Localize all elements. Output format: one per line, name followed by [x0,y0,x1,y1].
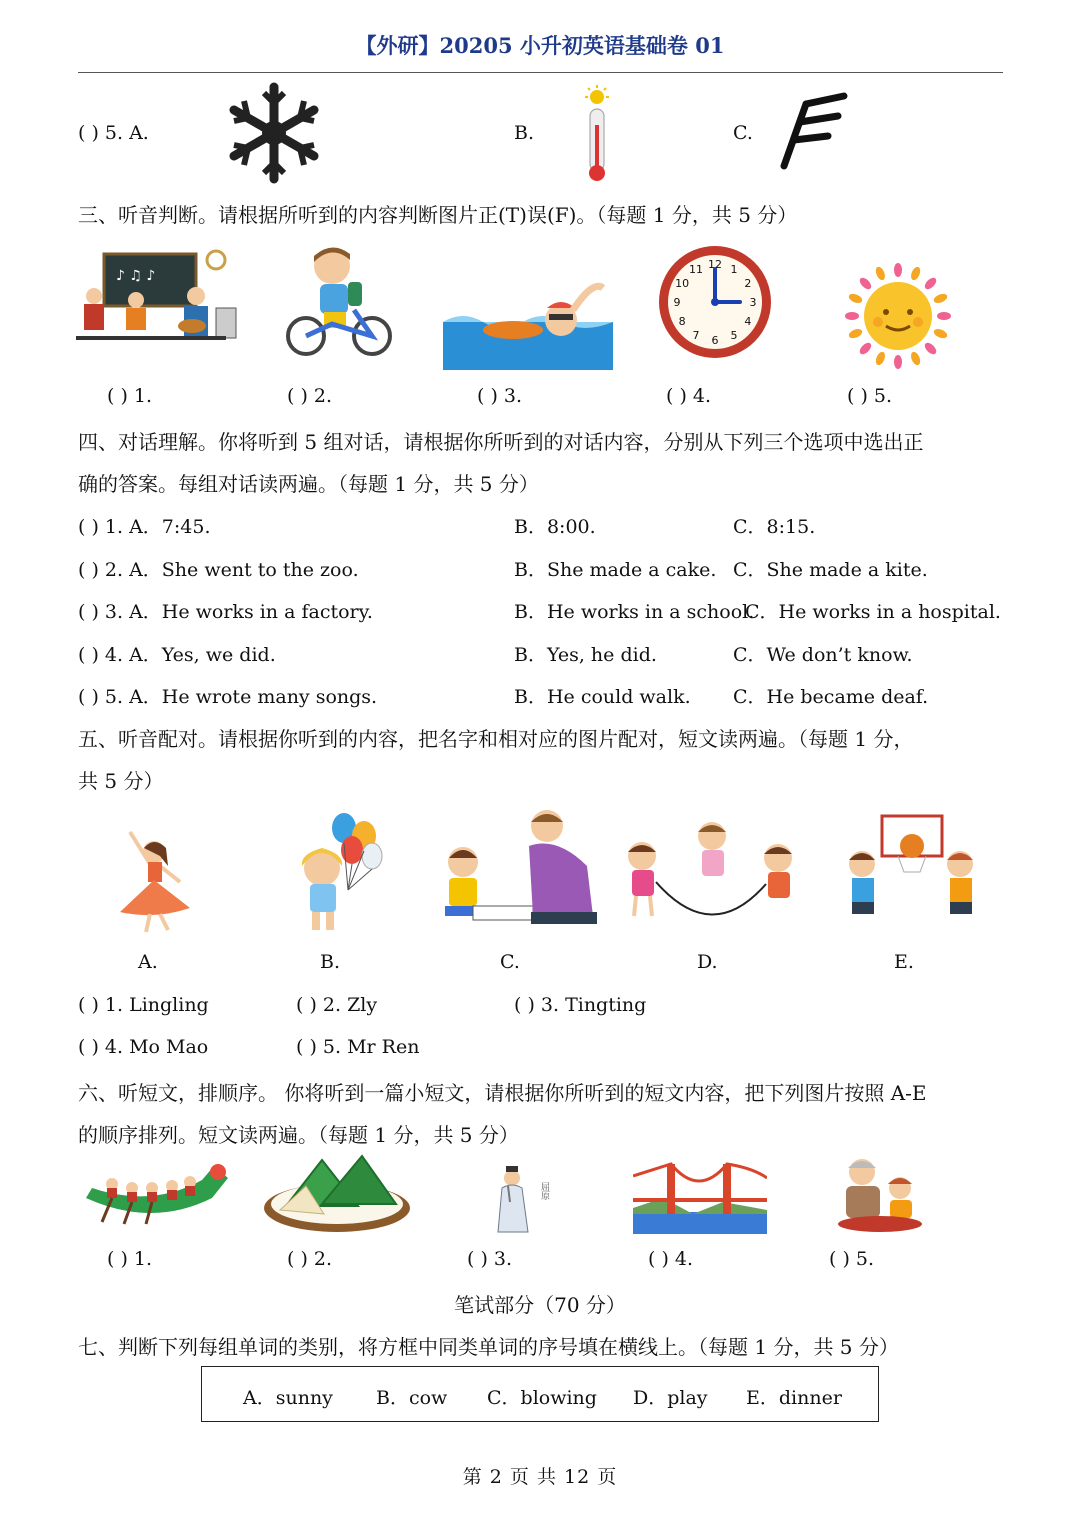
q5-top-stem: ( ) 5. A. [78,122,149,144]
clock-numeral: 10 [675,277,690,290]
sec4-q1-a: ( ) 1. A．7:45. [78,516,211,538]
sun-ray [909,266,922,282]
clock-numeral: 11 [689,263,703,277]
written-part-title: 笔试部分（70 分） [454,1293,626,1317]
snowflake-icon [226,80,322,186]
dragon-boat-icon [82,1158,232,1230]
clock-numeral: 12 [708,258,722,271]
svg-text:♪ ♫ ♪: ♪ ♫ ♪ [116,268,156,284]
sec6-item-1: ( ) 1. [107,1248,153,1270]
clock-numeral: 7 [692,328,700,342]
chess-players-icon [437,806,601,930]
sec3-item-4: ( ) 4. [666,385,712,407]
clock-numeral: 9 [673,296,681,309]
sec5-row1-item1: ( ) 1. Lingling [78,994,209,1016]
sun-ray [937,312,951,320]
section-5-title-line1: 五、听音配对。请根据你听到的内容，把名字和相对应的图片配对，短文读两遍。（每题 1 分， [78,727,914,751]
sec4-q2-a: ( ) 2. A．She went to the zoo. [78,559,359,581]
sec5-row2-item5: ( ) 5. Mr Ren [296,1036,420,1058]
sec4-q3-c: C．He works in a hospital. [745,601,1001,623]
sec4-q2-c: C．She made a kite. [733,559,928,581]
section-6-title-line2: 的顺序排列。短文读两遍。（每题 1 分，共 5 分） [78,1123,519,1147]
section-3-title: 三、听音判断。请根据所听到的内容判断图片正(T)误(F)。（每题 1 分，共 5 分） [78,203,798,227]
sec6-item-2: ( ) 2. [287,1248,333,1270]
sec4-q1-b: B．8:00. [514,516,596,538]
q5-top-option-c: C. [733,122,753,144]
sec4-q5-c: C．He became deaf. [733,686,929,708]
word-c: C．blowing [487,1387,597,1409]
section-7-title: 七、判断下列每组单词的类别，将方框中同类单词的序号填在横线上。（每题 1 分，共 5 分） [78,1335,899,1359]
sec3-item-5: ( ) 5. [847,385,893,407]
sun-ray [874,266,887,282]
clock-numeral: 8 [678,315,686,328]
sec4-q1-c: C．8:15. [733,516,816,538]
sec6-item-5: ( ) 5. [829,1248,875,1270]
sec4-q4-a: ( ) 4. A．Yes, we did. [78,644,276,666]
golden-gate-bridge-icon [633,1158,767,1234]
sun-ray [894,355,902,369]
word-b: B．cow [376,1387,448,1409]
sun-ray [848,292,864,305]
music-class-icon [76,248,242,358]
sec5-row1-item3: ( ) 3. Tingting [514,994,647,1016]
sec6-item-4: ( ) 4. [648,1248,694,1270]
clock-numeral: 4 [744,315,752,328]
sec5-label-a: A. [138,951,158,973]
jump-rope-icon [620,816,806,926]
sec4-q3-a: ( ) 3. A．He works in a factory. [78,601,373,623]
clock-numeral: 1 [730,263,738,277]
q5-top-option-b: B. [514,122,535,144]
clock-numeral: 5 [730,328,738,342]
qu-yuan-icon [488,1162,558,1236]
boy-cycling-icon [284,244,394,360]
sun-ray [923,276,939,292]
section-6-title-line1: 六、听短文，排顺序。 你将听到一篇小短文，请根据你所听到的短文内容，把下列图片按照 A-E [78,1081,927,1105]
sec6-item-3: ( ) 3. [467,1248,513,1270]
sun-ray [933,292,949,305]
sun-icon [842,262,954,370]
girl-swimming-icon [443,270,613,370]
sun-ray [874,351,887,367]
word-d: D．play [633,1387,708,1409]
sec3-item-1: ( ) 1. [107,385,153,407]
page-footer: 第 2 页 共 12 页 [462,1466,618,1488]
sec4-q5-a: ( ) 5. A．He wrote many songs. [78,686,378,708]
section-4-title-line2: 确的答案。每组对话读两遍。（每题 1 分，共 5 分） [78,472,539,496]
thermometer-icon [582,85,612,183]
basketball-kids-icon [838,812,988,928]
sec4-q5-b: B．He could walk. [514,686,691,708]
sec5-label-e: E. [894,951,914,973]
clock-numeral: 6 [711,334,719,347]
sun-ray [909,351,922,367]
word-box [201,1366,879,1422]
sec4-q2-b: B．She made a cake. [514,559,717,581]
sun-ray [858,276,874,292]
grandma-child-icon [830,1154,926,1234]
sun-ray [923,341,939,357]
girl-balloons-icon [288,810,384,934]
dancing-girl-icon [110,826,196,936]
sec3-item-2: ( ) 2. [287,385,333,407]
sec5-row2-item4: ( ) 4. Mo Mao [78,1036,209,1058]
sun-ray [933,327,949,340]
sun-ray [845,312,859,320]
sec5-label-c: C. [500,951,520,973]
sun-ray [858,341,874,357]
sun-ray [848,327,864,340]
clock-icon [656,243,774,361]
qu-yuan-seal: 屈原 [539,1182,549,1200]
sec4-q4-c: C．We don’t know. [733,644,913,666]
header-divider [78,72,1003,73]
sun-ray [894,263,902,277]
sec5-row1-item2: ( ) 2. Zly [296,994,378,1016]
section-5-title-line2: 共 5 分） [78,769,164,793]
word-a: A．sunny [243,1387,333,1409]
sec4-q3-b: B．He works in a school. [514,601,755,623]
section-4-title-line1: 四、对话理解。你将听到 5 组对话，请根据你所听到的对话内容，分别从下列三个选项中选出正 [78,430,924,454]
zongzi-icon [262,1150,412,1234]
sec5-label-d: D. [697,951,718,973]
clock-numeral: 2 [744,277,752,290]
clock-numeral: 3 [749,296,757,309]
sec3-item-3: ( ) 3. [477,385,523,407]
sec4-q4-b: B．Yes, he did. [514,644,657,666]
sec5-label-b: B. [320,951,341,973]
word-e: E．dinner [746,1387,842,1409]
page-header: 【外研】20205 小升初英语基础卷 01 [355,33,725,58]
wind-flag-icon [776,90,852,170]
